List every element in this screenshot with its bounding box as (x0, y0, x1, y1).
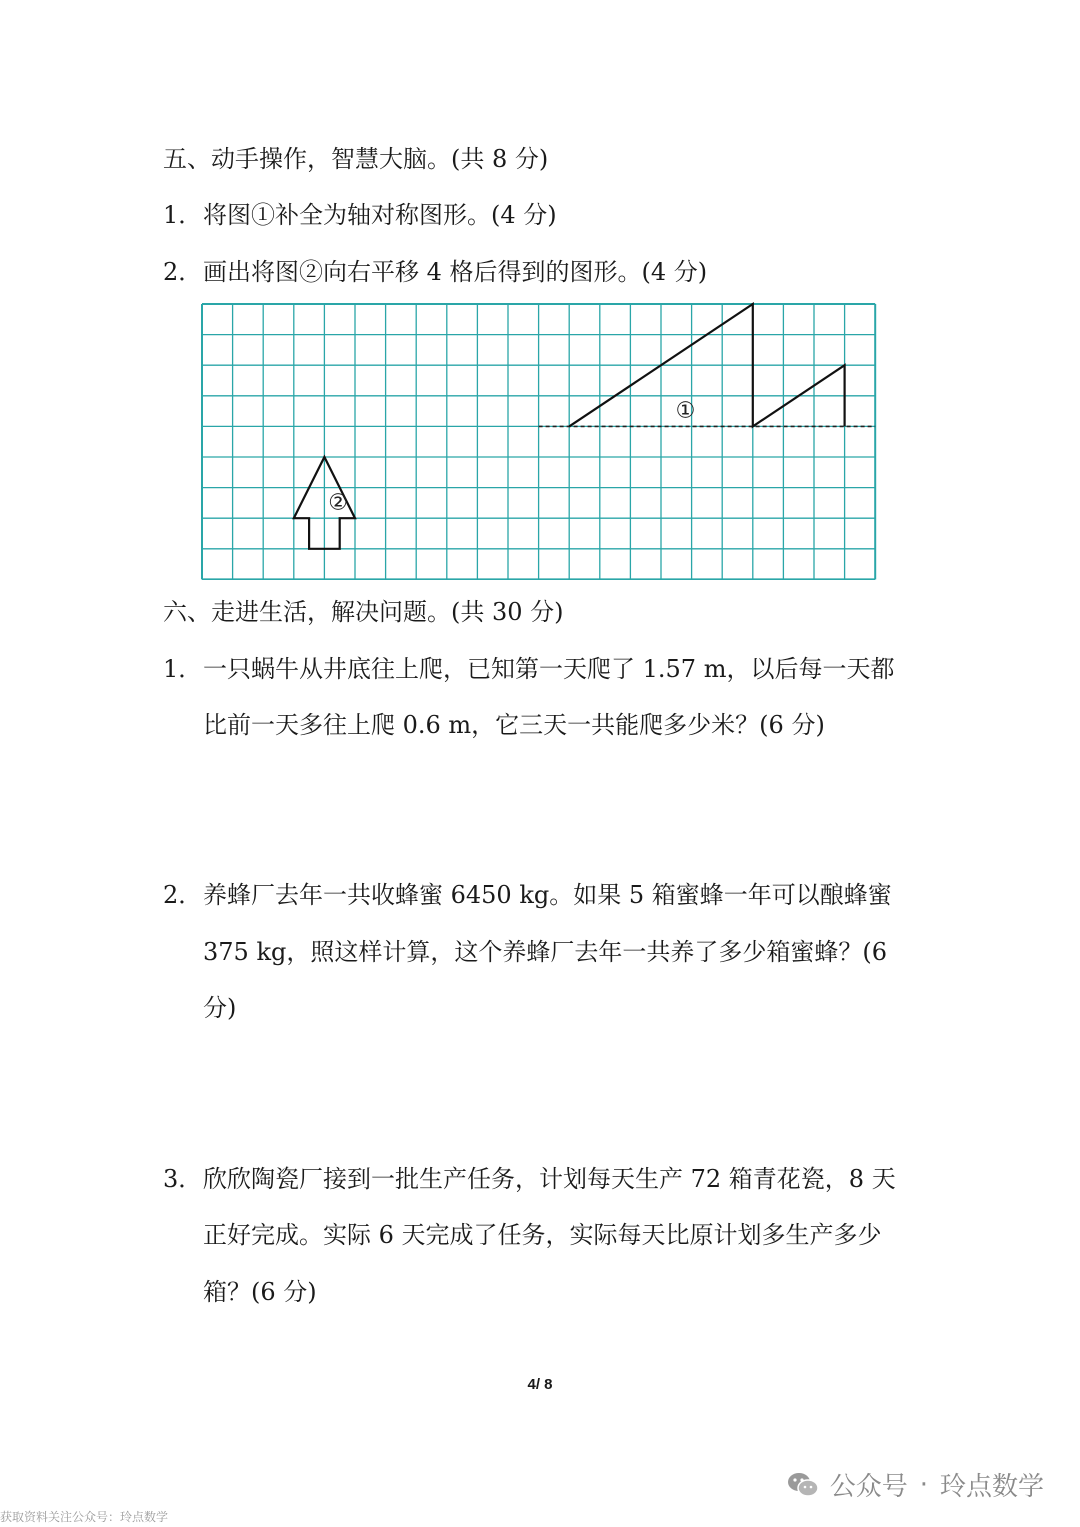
s6-q2-line-2: 375 kg，照这样计算，这个养蜂厂去年一共养了多少箱蜜蜂？(6 (203, 938, 887, 966)
s5-q2-number: 2． (163, 258, 203, 286)
s6-q3-line-3: 箱？(6 分) (203, 1278, 317, 1306)
watermark-name: 玲点数学 (939, 1472, 1044, 1502)
section5-title: 五、动手操作，智慧大脑。(共 8 分) (163, 145, 549, 173)
watermark-prefix: 公众号 (829, 1472, 908, 1502)
grid-lines (202, 304, 875, 579)
figure-2-label: ② (328, 490, 349, 516)
figure-1-label: ① (675, 398, 696, 424)
section6-title: 六、走进生活，解决问题。(共 30 分) (163, 598, 564, 626)
s6-q2-line-3: 分) (203, 994, 237, 1022)
s6-q1-line-1: 一只蜗牛从井底往上爬，已知第一天爬了 1.57 m，以后每一天都 (203, 655, 895, 683)
s5-q2-text: 画出将图②向右平移 4 格后得到的图形。(4 分) (203, 258, 708, 286)
s5-q1-text: 将图①补全为轴对称图形。(4 分) (203, 201, 557, 229)
s6-q1-number: 1． (163, 655, 203, 683)
watermark-dot: · (919, 1469, 928, 1500)
grid-svg (200, 302, 878, 580)
wechat-icon (786, 1470, 820, 1500)
footer-note: 获取资料关注公众号：玲点数学 (0, 1510, 169, 1524)
s6-q2-line-1: 养蜂厂去年一共收蜂蜜 6450 kg。如果 5 箱蜜蜂一年可以酿蜂蜜 (203, 881, 892, 909)
s6-q3-line-1: 欣欣陶瓷厂接到一批生产任务，计划每天生产 72 箱青花瓷，8 天 (203, 1165, 896, 1193)
s6-q3-number: 3． (163, 1165, 203, 1193)
s6-q2-number: 2． (163, 881, 203, 909)
s6-q3-line-2: 正好完成。实际 6 天完成了任务，实际每天比原计划多生产多少 (203, 1221, 882, 1249)
page-number: 4/ 8 (527, 1376, 553, 1393)
watermark (786, 1466, 1044, 1503)
grid-figure (200, 302, 878, 580)
s5-q1-number: 1． (163, 201, 203, 229)
s6-q1-line-2: 比前一天多往上爬 0.6 m，它三天一共能爬多少米？(6 分) (203, 711, 825, 739)
